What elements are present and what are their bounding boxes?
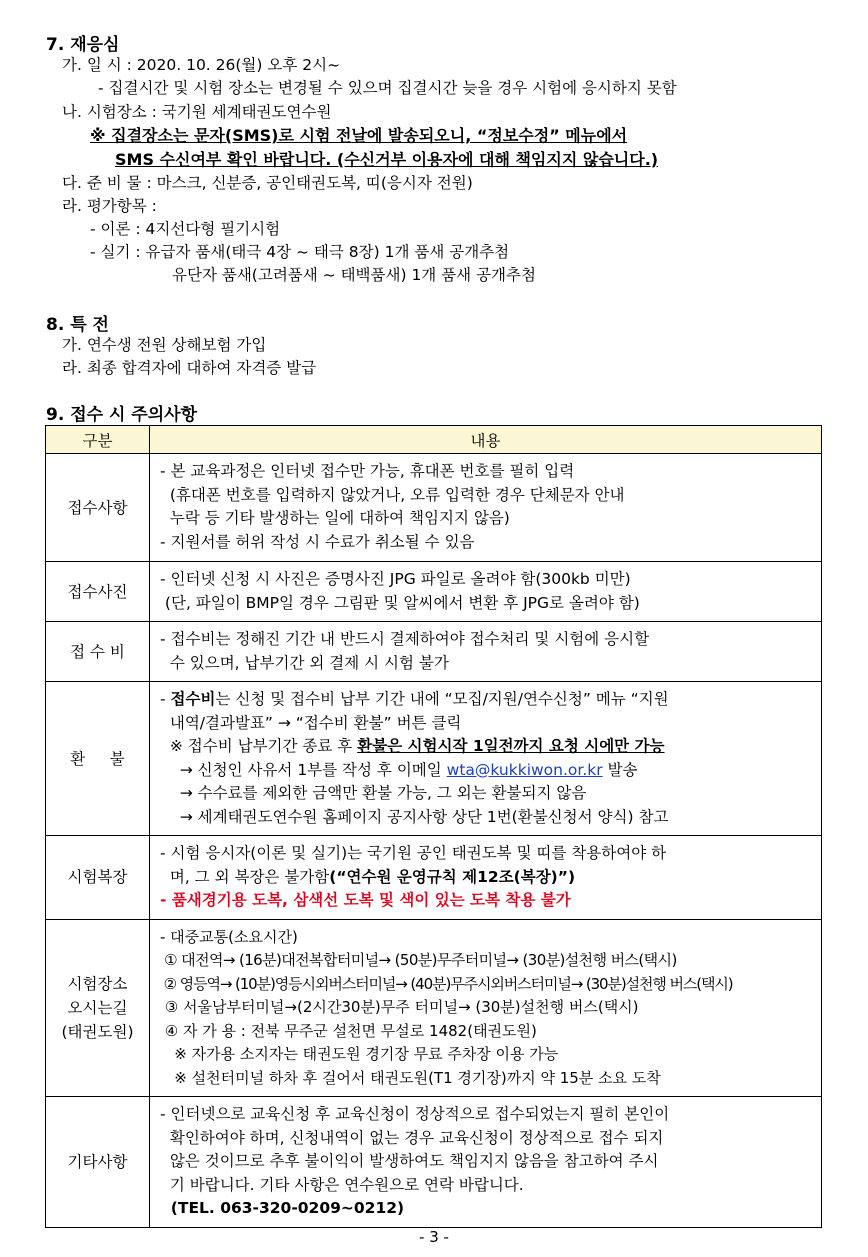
category-attire: 시험복장 bbox=[46, 836, 150, 920]
exam-venue-line: 나. 시험장소 : 국기원 세계태권도연수원 bbox=[62, 103, 332, 121]
sms-notice-line-2: SMS 수신여부 확인 바랍니다. (수신거부 이용자에 대해 책임지지 않습니다.) bbox=[115, 150, 659, 169]
benefit-line-1: 가. 연수생 전원 상해보험 가입 bbox=[62, 336, 267, 354]
apply-line-2: (휴대폰 번호를 입력하지 않았거나, 오류 입력한 경우 단체문자 안내 bbox=[160, 485, 625, 504]
column-header-category: 구분 bbox=[46, 426, 150, 454]
table-row-directions bbox=[46, 919, 822, 1097]
apply-line-1: - 본 교육과정은 인터넷 접수만 가능, 휴대폰 번호를 필히 입력 bbox=[160, 462, 575, 480]
category-apply: 접수사항 bbox=[46, 454, 150, 562]
attire-rule-reference: (“연수원 운영규칙 제12조(복장)”) bbox=[329, 867, 576, 886]
directions-line-3: ② 영등역→ (10분)영등시외버스터미널→ (40분)무주시외버스터미널→ (30분)설천행 버스(택시) bbox=[160, 974, 733, 993]
category-directions-line-2: 오시는길 bbox=[67, 998, 128, 1017]
exam-date-line: 가. 일 시 : 2020. 10. 26(월) 오후 2시~ bbox=[62, 56, 341, 74]
content-refund bbox=[150, 682, 822, 836]
refund-line-4 bbox=[160, 759, 817, 783]
etc-line-4: 기 바랍니다. 기타 사항은 연수원으로 연락 바랍니다. bbox=[160, 1175, 524, 1194]
fee-line-2: 수 있으며, 납부기간 외 결제 시 시험 불가 bbox=[160, 653, 449, 672]
refund-line-1-rest: 는 신청 및 접수비 납부 기간 내에 “모집/지원/연수신청” 메뉴 “지원 bbox=[215, 690, 669, 708]
section-8-heading: 8. 특 전 bbox=[46, 315, 109, 335]
page-number: - 3 - bbox=[419, 1228, 449, 1246]
refund-line-4-suffix: 발송 bbox=[602, 760, 638, 779]
section-9-heading: 9. 접수 시 주의사항 bbox=[46, 405, 197, 425]
refund-line-1 bbox=[160, 688, 817, 712]
practice-line-2: 유단자 품새(고려품새 ~ 태백품새) 1개 품새 공개추첨 bbox=[172, 266, 536, 284]
refund-email-link[interactable]: wta@kukkiwon.or.kr bbox=[446, 760, 603, 779]
apply-line-3: 누락 등 기타 발생하는 일에 대하여 책임지지 않음) bbox=[160, 509, 510, 527]
directions-line-5: ④ 자 가 용 : 전북 무주군 설천면 무설로 1482(태권도원) bbox=[160, 1021, 537, 1040]
content-attire bbox=[150, 836, 822, 920]
attire-line-2-prefix: 며, 그 외 복장은 불가함 bbox=[160, 867, 330, 886]
directions-line-1: - 대중교통(소요시간) bbox=[160, 927, 298, 946]
etc-line-3: 않은 것이므로 추후 불이익이 발생하여도 책임지지 않음을 참고하여 주시 bbox=[160, 1152, 659, 1170]
attire-line-2 bbox=[160, 866, 817, 890]
directions-line-4: ③ 서울남부터미널→(2시간30분)무주 터미널→ (30분)설천행 버스(택시) bbox=[160, 998, 639, 1016]
etc-line-2: 확인하여야 하며, 신청내역이 없는 경우 교육신청이 정상적으로 접수 되지 bbox=[160, 1128, 664, 1147]
etc-line-1: - 인터넷으로 교육신청 후 교육신청이 정상적으로 접수되었는지 필히 본인이 bbox=[160, 1105, 670, 1123]
preparation-line: 다. 준 비 물 : 마스크, 신분증, 공인태권도복, 띠(응시자 전원) bbox=[62, 174, 473, 192]
content-apply bbox=[150, 454, 822, 562]
category-fee: 접 수 비 bbox=[46, 622, 150, 682]
refund-line-3 bbox=[160, 735, 817, 759]
table-header-row bbox=[46, 426, 822, 454]
content-photo bbox=[150, 562, 822, 622]
photo-line-1: - 인터넷 신청 시 사진은 증명사진 JPG 파일로 올려야 함(300kb 미만) bbox=[160, 570, 631, 588]
table-row-refund bbox=[46, 682, 822, 836]
photo-line-2: (단, 파일이 BMP일 경우 그림판 및 알씨에서 변환 후 JPG로 올려야 함) bbox=[160, 593, 640, 612]
directions-line-7: ※ 설천터미널 하차 후 걸어서 태권도원(T1 경기장)까지 약 15분 소요 도착 bbox=[160, 1068, 661, 1087]
content-fee bbox=[150, 622, 822, 682]
benefit-line-2: 라. 최종 합격자에 대하여 자격증 발급 bbox=[62, 359, 317, 377]
refund-line-2: 내역/결과발표” → “접수비 환불” 버튼 클릭 bbox=[160, 713, 462, 732]
category-directions-line-1: 시험장소 bbox=[67, 974, 128, 993]
attire-line-1: - 시험 응시자(이론 및 실기)는 국기원 공인 태권도복 및 띠를 착용하여야 하 bbox=[160, 844, 667, 862]
sms-notice-line-1: ※ 집결장소는 문자(SMS)로 시험 전날에 발송되오니, “정보수정” 메뉴에서 bbox=[90, 126, 628, 145]
theory-line: - 이론 : 4지선다형 필기시험 bbox=[90, 220, 281, 238]
refund-line-5: → 수수료를 제외한 금액만 환불 가능, 그 외는 환불되지 않음 bbox=[160, 784, 587, 802]
refund-deadline-emphasis: 환불은 시험시작 1일전까지 요청 시에만 가능 bbox=[357, 737, 665, 755]
refund-line-1-prefix: - bbox=[160, 690, 171, 708]
content-directions bbox=[150, 919, 822, 1097]
table-row-attire bbox=[46, 836, 822, 920]
category-refund: 환 불 bbox=[46, 682, 150, 836]
exam-date-note: - 집결시간 및 시험 장소는 변경될 수 있으며 집결시간 늦을 경우 시험에 응시하지 못함 bbox=[98, 79, 677, 97]
refund-line-3-prefix: ※ 접수비 납부기간 종료 후 bbox=[160, 737, 358, 755]
category-photo: 접수사진 bbox=[46, 562, 150, 622]
practice-line-1: - 실기 : 유급자 품새(태극 4장 ~ 태극 8장) 1개 품새 공개추첨 bbox=[90, 243, 510, 261]
refund-fee-bold: 접수비 bbox=[170, 690, 216, 708]
evaluation-heading: 라. 평가항목 : bbox=[62, 197, 157, 215]
column-header-content: 내용 bbox=[150, 426, 822, 454]
category-etc: 기타사항 bbox=[46, 1097, 150, 1228]
directions-line-6: ※ 자가용 소지자는 태권도원 경기장 무료 주차장 이용 가능 bbox=[160, 1045, 559, 1063]
category-directions-line-3: (태권도원) bbox=[61, 1022, 134, 1041]
table-row-fee bbox=[46, 622, 822, 682]
contact-phone: (TEL. 063-320-0209~0212) bbox=[160, 1199, 405, 1217]
apply-line-4: - 지원서를 허위 작성 시 수료가 취소될 수 있음 bbox=[160, 532, 475, 551]
fee-line-1: - 접수비는 정해진 기간 내 반드시 결제하여야 접수처리 및 시험에 응시할 bbox=[160, 630, 650, 648]
refund-line-6: → 세계태권도연수원 홈페이지 공지사항 상단 1번(환불신청서 양식) 참고 bbox=[160, 807, 669, 826]
application-notes-table bbox=[45, 425, 822, 1228]
table-row-apply bbox=[46, 454, 822, 562]
attire-prohibition: - 품새경기용 도복, 삼색선 도복 및 색이 있는 도복 착용 불가 bbox=[160, 891, 571, 909]
refund-line-4-prefix: → 신청인 사유서 1부를 작성 후 이메일 bbox=[160, 760, 447, 779]
section-7-heading: 7. 재응심 bbox=[46, 35, 120, 55]
category-directions bbox=[46, 919, 150, 1097]
content-etc bbox=[150, 1097, 822, 1228]
directions-line-2: ① 대전역→ (16분)대전복합터미널→ (50분)무주터미널→ (30분)설천행 버스(택시) bbox=[160, 951, 677, 969]
table-row-etc bbox=[46, 1097, 822, 1228]
table-row-photo bbox=[46, 562, 822, 622]
